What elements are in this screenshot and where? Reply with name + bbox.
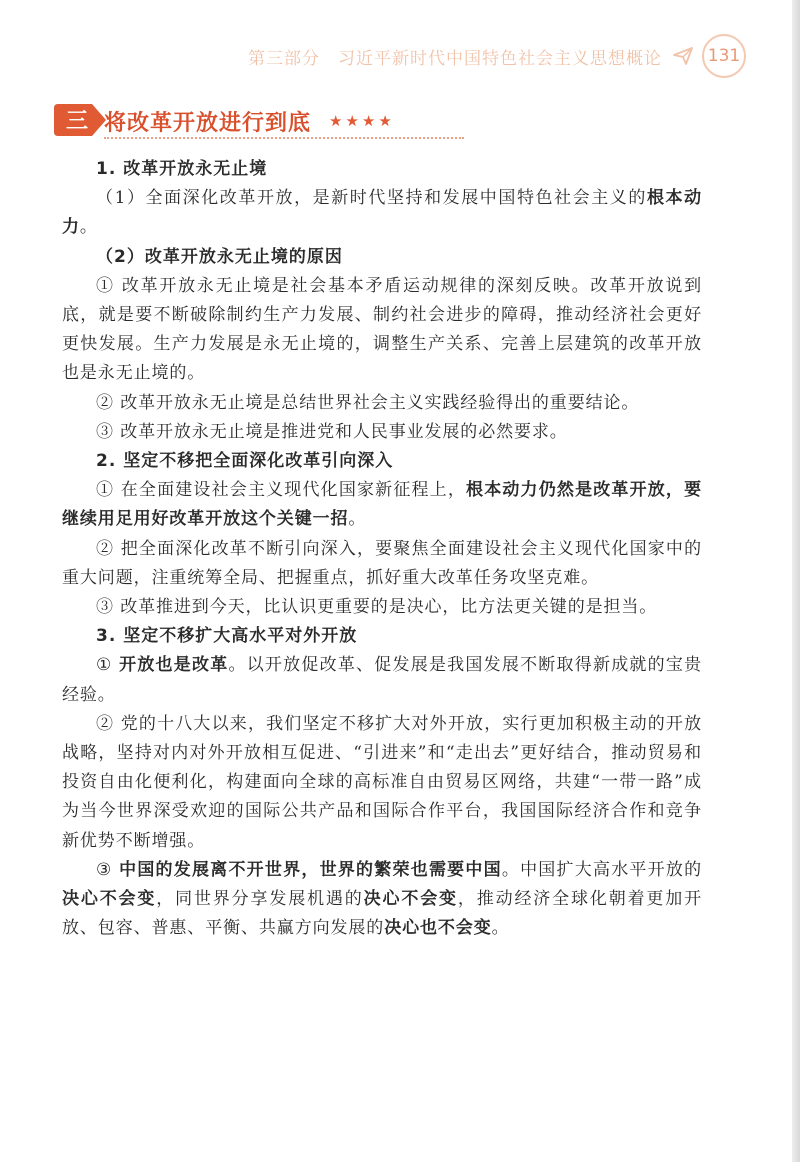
section-number: 三 xyxy=(65,109,88,134)
paragraph xyxy=(62,651,702,709)
emphasis-text: 根本动力仍然是改革开放，要继续用足用好改革开放这个关键一招 xyxy=(62,480,702,530)
text-run: 。中国扩大高水平开放的 xyxy=(501,859,702,880)
emphasis-text: 决心也不会变 xyxy=(384,918,492,939)
text-run: ③ 改革推进到今天，比认识更重要的是决心，比方法更关键的是担当。 xyxy=(96,597,658,618)
text-run: ① 改革开放永无止境是社会基本矛盾运动规律的深刻反映。改革开放说到底，就是要不断破除制约生产力发展、制约社会进步的障碍，推动经济社会更好更快发展。生产力发展是永无止境的，调整生产关系、完善上层建筑的改革开放也是永无止境的。 xyxy=(62,275,702,384)
text-run: 。以开放促改革、促发展是我国发展不断取得新成就的宝贵经验。 xyxy=(62,655,702,705)
text-run: 。 xyxy=(348,509,367,530)
emphasis-text: 中国的发展离不开世界，世界的繁荣也需要中国 xyxy=(119,859,502,880)
emphasis-text: 决心不会变 xyxy=(363,889,458,910)
page-edge xyxy=(792,0,800,1162)
subheading: 3. 坚定不移扩大高水平对外开放 xyxy=(96,626,358,647)
subheading: （2）改革开放永无止境的原因 xyxy=(96,246,343,267)
text-run: 。 xyxy=(491,918,510,939)
text-run: ① 在全面建设社会主义现代化国家新征程上， xyxy=(96,480,467,501)
paper-plane-icon xyxy=(672,45,694,67)
paragraph xyxy=(62,476,702,534)
text-run: ，同世界分享发展机遇的 xyxy=(156,889,364,910)
emphasis-text: 根本动力 xyxy=(62,188,702,238)
paragraph xyxy=(62,184,702,242)
paragraph xyxy=(62,389,702,418)
page-number: 131 xyxy=(702,34,746,78)
text-run: ，推动经济全球化朝着更加开放、包容、普惠、平衡、共赢方向发展的 xyxy=(62,889,703,939)
paragraph xyxy=(62,418,702,447)
text-run: 。 xyxy=(79,217,98,238)
section-title-bar xyxy=(104,105,464,139)
paragraph xyxy=(62,535,702,593)
text-run: ② 把全面深化改革不断引向深入，要聚焦全面建设社会主义现代化国家中的重大问题，注重统筹全局、把握重点，抓好重大改革任务攻坚克难。 xyxy=(62,538,702,588)
header-title: 习近平新时代中国特色社会主义思想概论 xyxy=(338,48,662,69)
paragraph xyxy=(62,710,702,856)
emphasis-text: 决心不会变 xyxy=(62,889,157,910)
section-heading xyxy=(54,100,414,142)
text-run: ① xyxy=(96,655,120,676)
emphasis-text: 开放也是改革 xyxy=(119,655,229,676)
section-title: 将改革开放进行到底 xyxy=(104,110,312,136)
text-run: ③ 改革开放永无止境是推进党和人民事业发展的必然要求。 xyxy=(96,421,568,442)
body-text xyxy=(62,155,702,943)
paragraph xyxy=(62,856,702,944)
paragraph xyxy=(62,593,702,622)
text-run: ③ xyxy=(96,859,120,880)
text-run: ② 党的十八大以来，我们坚定不移扩大对外开放，实行更加积极主动的开放战略，坚持对内对外开放相互促进、“引进来”和“走出去”更好结合，推动贸易和投资自由化便利化，构建面向全球的高标准自由贸易区网络，共建“一带一路”成为当今世界深受欢迎的国际公共产品和国际合作平台，我国国际经济合作和竞争新优势不断增强。 xyxy=(62,713,702,851)
running-header xyxy=(248,36,760,76)
subheading: 1. 改革开放永无止境 xyxy=(96,159,268,179)
text-run: （1）全面深化改革开放，是新时代坚持和发展中国特色社会主义的 xyxy=(96,188,647,209)
paragraph xyxy=(62,272,702,389)
subheading: 2. 坚定不移把全面深化改革引向深入 xyxy=(96,451,394,472)
importance-stars: ★★★★ xyxy=(329,112,395,130)
text-run: ② 改革开放永无止境是总结世界社会主义实践经验得出的重要结论。 xyxy=(96,392,640,413)
header-part: 第三部分 xyxy=(248,48,320,69)
